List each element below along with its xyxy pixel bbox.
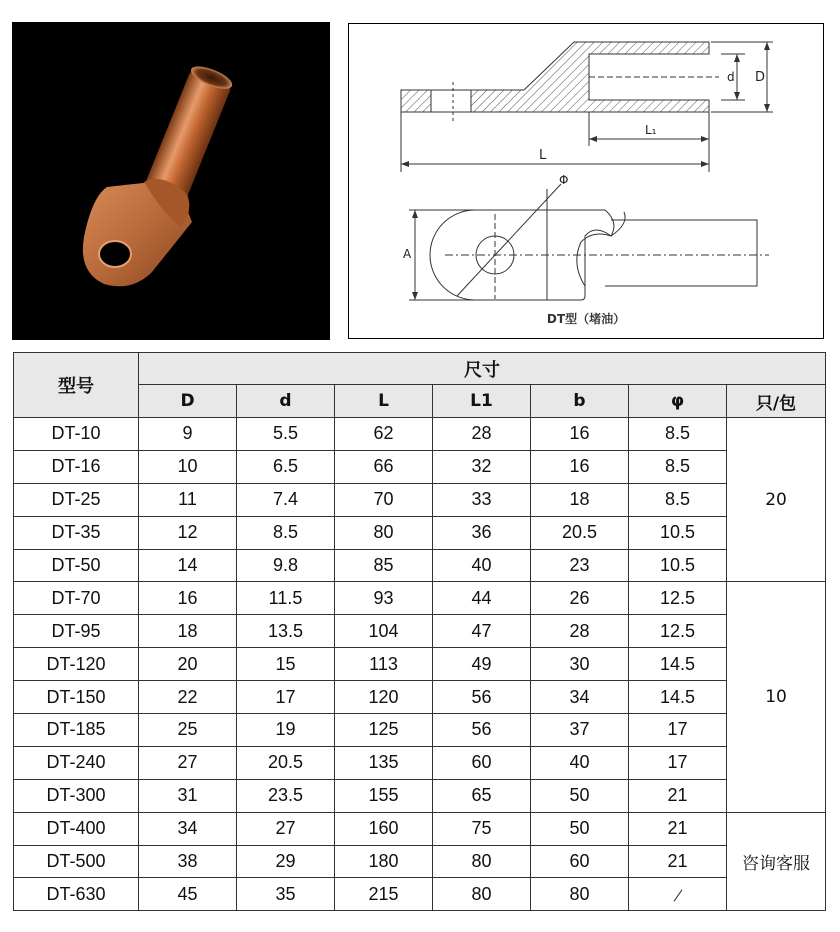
value-cell: 21 [629, 779, 727, 812]
value-cell: 21 [629, 845, 727, 878]
value-cell: 23.5 [237, 779, 335, 812]
pack-quantity-cell: 10 [727, 582, 826, 812]
value-cell: 13.5 [237, 615, 335, 648]
value-cell: 8.5 [629, 450, 727, 483]
table-row [14, 582, 826, 615]
value-cell: 29 [237, 845, 335, 878]
value-cell: 18 [531, 483, 629, 516]
model-cell: DT-70 [14, 582, 139, 615]
value-cell: 11 [139, 483, 237, 516]
col-header: L1 [433, 385, 531, 418]
table-row [14, 746, 826, 779]
value-cell: 12 [139, 516, 237, 549]
value-cell: 34 [139, 812, 237, 845]
col-header: 只/包 [727, 385, 826, 418]
model-cell: DT-95 [14, 615, 139, 648]
table-row [14, 681, 826, 714]
model-cell: DT-120 [14, 648, 139, 681]
dimension-diagram [349, 24, 823, 338]
value-cell: 11.5 [237, 582, 335, 615]
table-row [14, 549, 826, 582]
model-cell: DT-400 [14, 812, 139, 845]
value-cell: 50 [531, 779, 629, 812]
value-cell: 26 [531, 582, 629, 615]
label-L1: L₁ [645, 123, 657, 137]
model-cell: DT-10 [14, 418, 139, 451]
col-header: φ [629, 385, 727, 418]
value-cell: 135 [335, 746, 433, 779]
model-cell: DT-16 [14, 450, 139, 483]
col-header: d [237, 385, 335, 418]
value-cell: 16 [531, 418, 629, 451]
value-cell: 15 [237, 648, 335, 681]
model-cell: DT-150 [14, 681, 139, 714]
value-cell: 28 [433, 418, 531, 451]
value-cell: 56 [433, 681, 531, 714]
value-cell: 80 [433, 845, 531, 878]
value-cell: 47 [433, 615, 531, 648]
value-cell: 10.5 [629, 549, 727, 582]
model-header: 型号 [14, 353, 139, 418]
value-cell: 31 [139, 779, 237, 812]
value-cell: 17 [237, 681, 335, 714]
model-cell: DT-240 [14, 746, 139, 779]
value-cell: 50 [531, 812, 629, 845]
col-header: L [335, 385, 433, 418]
label-phi: Φ [559, 173, 569, 187]
table-row [14, 845, 826, 878]
value-cell: 180 [335, 845, 433, 878]
value-cell: 20 [139, 648, 237, 681]
value-cell: 16 [531, 450, 629, 483]
value-cell: 80 [531, 878, 629, 911]
value-cell: 113 [335, 648, 433, 681]
table-row [14, 878, 826, 911]
table-row [14, 483, 826, 516]
value-cell: 21 [629, 812, 727, 845]
technical-drawing [348, 23, 824, 339]
value-cell: 14.5 [629, 681, 727, 714]
label-d: d [727, 70, 735, 84]
value-cell: 44 [433, 582, 531, 615]
value-cell: 40 [531, 746, 629, 779]
value-cell: 80 [335, 516, 433, 549]
value-cell: 9 [139, 418, 237, 451]
value-cell: 20.5 [237, 746, 335, 779]
value-cell: 20.5 [531, 516, 629, 549]
pack-quantity-cell: 20 [727, 418, 826, 582]
value-cell: 60 [433, 746, 531, 779]
value-cell: 37 [531, 714, 629, 747]
table-row [14, 812, 826, 845]
spec-table [13, 352, 826, 911]
value-cell: 27 [139, 746, 237, 779]
col-header: b [531, 385, 629, 418]
value-cell: 17 [629, 714, 727, 747]
table-row [14, 779, 826, 812]
value-cell: 160 [335, 812, 433, 845]
value-cell: 28 [531, 615, 629, 648]
value-cell: 56 [433, 714, 531, 747]
value-cell: 38 [139, 845, 237, 878]
value-cell: 5.5 [237, 418, 335, 451]
value-cell: 215 [335, 878, 433, 911]
value-cell: 16 [139, 582, 237, 615]
table-row [14, 714, 826, 747]
col-header: D [139, 385, 237, 418]
value-cell: 9.8 [237, 549, 335, 582]
copper-lug-image [12, 22, 330, 340]
model-cell: DT-50 [14, 549, 139, 582]
size-header: 尺寸 [139, 353, 826, 385]
value-cell: 27 [237, 812, 335, 845]
value-cell: 8.5 [237, 516, 335, 549]
value-cell: 125 [335, 714, 433, 747]
value-cell: 8.5 [629, 418, 727, 451]
label-A: A [403, 247, 412, 261]
value-cell: 75 [433, 812, 531, 845]
value-cell: 60 [531, 845, 629, 878]
drawing-caption: DT型（堵油） [546, 312, 626, 326]
value-cell: 70 [335, 483, 433, 516]
value-cell: 18 [139, 615, 237, 648]
table-row [14, 418, 826, 451]
value-cell: 14 [139, 549, 237, 582]
pack-quantity-cell: 咨询客服 [727, 812, 826, 911]
table-row [14, 615, 826, 648]
value-cell: 14.5 [629, 648, 727, 681]
product-photo [12, 22, 330, 340]
value-cell: 10 [139, 450, 237, 483]
value-cell: 104 [335, 615, 433, 648]
model-cell: DT-185 [14, 714, 139, 747]
model-cell: DT-300 [14, 779, 139, 812]
value-cell: 65 [433, 779, 531, 812]
not-applicable-mark [673, 889, 682, 901]
value-cell: 32 [433, 450, 531, 483]
table-row [14, 450, 826, 483]
value-cell: 7.4 [237, 483, 335, 516]
table-row [14, 516, 826, 549]
value-cell: 35 [237, 878, 335, 911]
value-cell: 85 [335, 549, 433, 582]
value-cell: 8.5 [629, 483, 727, 516]
value-cell: 66 [335, 450, 433, 483]
table-row [14, 648, 826, 681]
model-cell: DT-630 [14, 878, 139, 911]
value-cell: 62 [335, 418, 433, 451]
value-cell: 155 [335, 779, 433, 812]
label-L: L [539, 148, 547, 163]
value-cell: 34 [531, 681, 629, 714]
value-cell: 45 [139, 878, 237, 911]
value-cell: 6.5 [237, 450, 335, 483]
value-cell: 19 [237, 714, 335, 747]
value-cell: 23 [531, 549, 629, 582]
value-cell: 36 [433, 516, 531, 549]
model-cell: DT-25 [14, 483, 139, 516]
model-cell: DT-500 [14, 845, 139, 878]
value-cell: 33 [433, 483, 531, 516]
value-cell: 10.5 [629, 516, 727, 549]
value-cell: 12.5 [629, 615, 727, 648]
value-cell: 40 [433, 549, 531, 582]
value-cell: 93 [335, 582, 433, 615]
value-cell: 17 [629, 746, 727, 779]
value-cell [629, 878, 727, 911]
model-cell: DT-35 [14, 516, 139, 549]
value-cell: 25 [139, 714, 237, 747]
value-cell: 120 [335, 681, 433, 714]
value-cell: 30 [531, 648, 629, 681]
value-cell: 12.5 [629, 582, 727, 615]
value-cell: 80 [433, 878, 531, 911]
value-cell: 22 [139, 681, 237, 714]
value-cell: 49 [433, 648, 531, 681]
label-D: D [755, 70, 766, 85]
